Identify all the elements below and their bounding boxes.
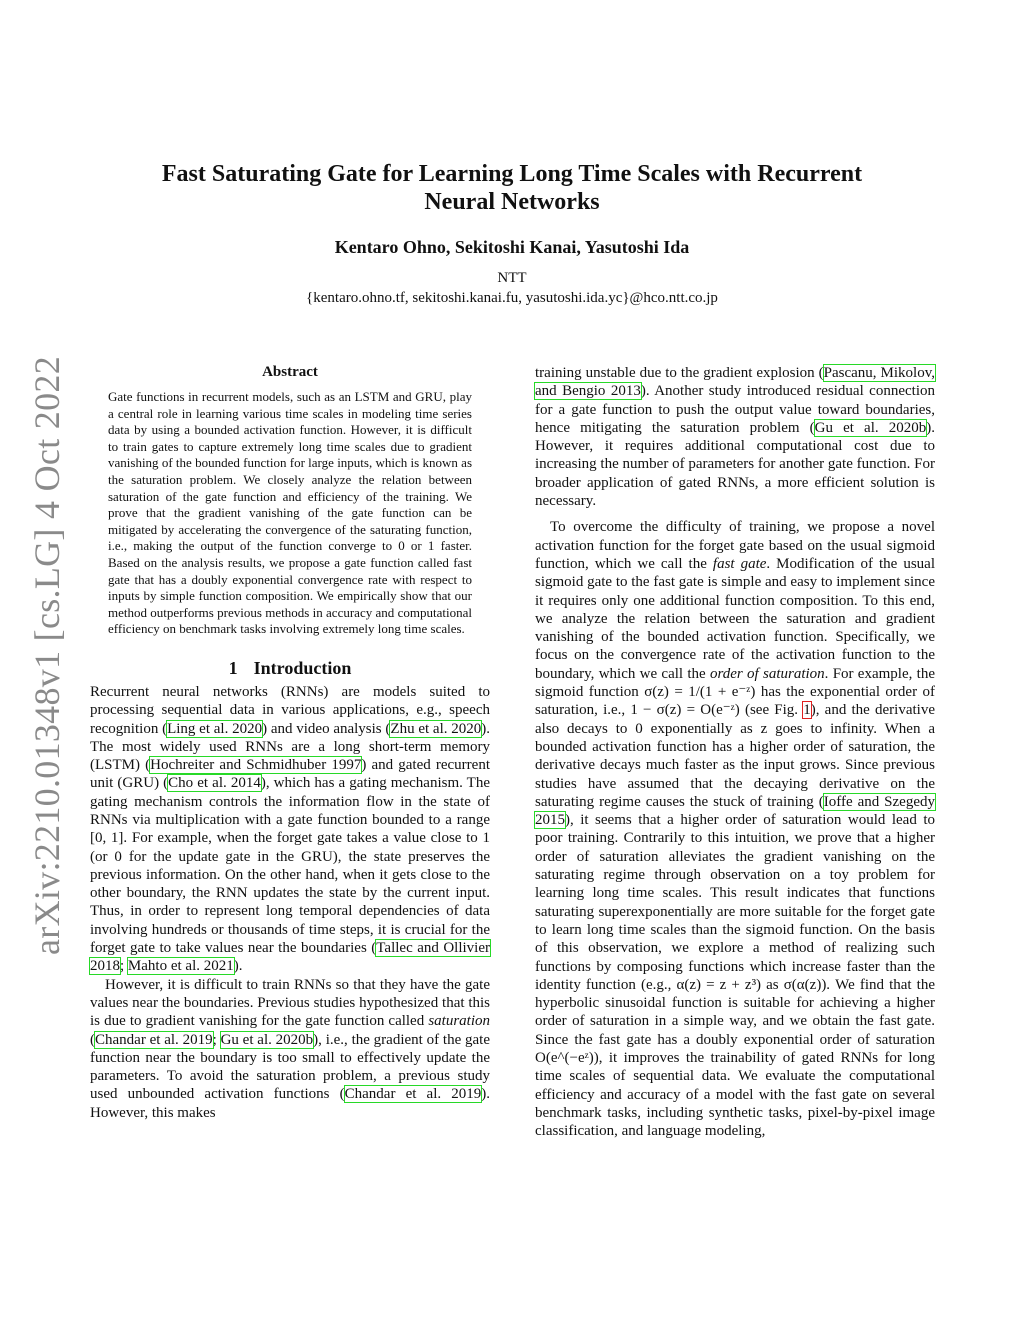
email-list: {kentaro.ohno.tf, sekitoshi.kanai.fu, yasutoshi.ida.yc}@hco.ntt.co.jp (306, 290, 718, 306)
section-number: 1 (228, 657, 238, 678)
section-heading-introduction (90, 658, 490, 679)
citation-link[interactable]: Mahto et al. 2021 (127, 958, 234, 975)
intro-paragraph-1: Recurrent neural networks (RNNs) are models suited to processing sequential data in various applications, e.g., speech recognition (Ling et al. 2020) and video analysis (Zhu et al. 2020). The most widely used RNNs are a long short-term memory (LSTM) (Hochreiter and Schmidhuber 1997) and gated recurrent unit (GRU) (Cho et al. 2014), which has a gating mechanism. The gating mechanism controls the information flow in the state of RNNs via multiplication with a gate function bounded to a range [0, 1]. For example, when the forget gate takes a value close to 1 (or 0 for the update gate in the GRU), the state preserves the previous information. On the other hand, when it gets close to the other boundary, the RNN updates the state by the current input. Thus, in order to represent long temporal dependencies of data involving hundreds or thousands of time steps, it is crucial for the forget gate to take values near the boundaries (Tallec and Ollivier 2018; Mahto et al. 2021). (90, 683, 491, 975)
citation-link[interactable]: Hochreiter and Schmidhuber 1997 (150, 757, 362, 774)
abstract-text: Gate functions in recurrent models, such as an LSTM and GRU, play a central role in learning various time scales in modeling time series data by using a bounded activation function. However, it is difficult to train gates to capture extremely long time scales due to gradient vanishing of the bounded function for large inputs, which is known as the saturation problem. We closely analyze the relation between saturation of the gate function and efficiency of the training. We prove that the gradient vanishing of the gate function can be mitigated by accelerating the convergence of the saturating function, i.e., making the output of the function converge to 0 or 1 faster. Based on the analysis results, we propose a gate function called fast gate that has a doubly exponential convergence rate with respect to inputs by simple function composition. We empirically show that our method outperforms previous methods in accuracy and computational efficiency on benchmark tasks involving extremely long time scales. (108, 389, 472, 637)
citation-link[interactable]: Gu et al. 2020b (814, 419, 927, 436)
intro-paragraph-2: However, it is difficult to train RNNs so that they have the gate values near the boundaries. Previous studies hypothesized that this is due to gradient vanishing for the gate function called saturation (Chandar et al. 2019; Gu et al. 2020b), i.e., the gradient of the gate function near the boundary is too small to effectively update the parameters. To avoid the saturation problem, a previous study used unbounded activation functions (Chandar et al. 2019). However, this makes (90, 976, 491, 1121)
citation-link[interactable]: Chandar et al. 2019 (95, 1031, 213, 1048)
emphasis-term: order of saturation (709, 665, 825, 682)
right-column (535, 364, 935, 1140)
citation-link[interactable]: Ling et al. 2020 (167, 720, 263, 737)
right-paragraph-2: To overcome the difficulty of training, we propose a novel activation function for the forget gate based on the usual sigmoid function, which we call the fast gate. Modification of the usual sigmoid gate to the fast gate is simple and easy to implement since it requires only one additional function composition. To this end, we analyze the relation between the saturation and gradient vanishing of the bounded activation function. Specifically, we focus on the convergence rate of the activation function to the boundary, which we call the order of saturation. For example, the sigmoid function σ(z) = 1/(1 + e⁻ᶻ) has the exponential order of saturation, i.e., 1 − σ(z) = O(e⁻ᶻ) (see Fig. 1), and the derivative also decays to 0 exponentially as z goes to infinity. When a bounded activation function has a higher order of saturation, the derivative decays much faster as the input grows. Since previous studies have assumed that the decaying derivative on the saturating regime causes the stuck of training (Ioffe and Szegedy 2015), it seems that a higher order of saturation would lead to poor training. Contrarily to this intuition, we prove that a higher order of saturation alleviates the gradient vanishing on the saturating regime through observation on a toy problem for learning long time scales. This result indicates that functions saturating superexponentially are more suitable for the forget gate to learn long time scales than the sigmoid function. On the basis of this observation, we explore a method of realizing such functions by composing functions which increase faster than the identity function (e.g., α(z) = z + z³) as σ(α(z)). We find that the hyperbolic sinusoidal function is suitable for achieving a higher order of saturation in a simple way, and we obtain the fast gate. Since the fast gate has a doubly exponential order of saturation O(e^(−eᶻ)), it improves the trainability of gated RNNs for long time scales of sequential data. We evaluate the computational efficiency and accuracy of a model with the fast gate on several benchmark tasks, including synthetic tasks, pixel-by-pixel image classification, and language modeling, (535, 519, 935, 1140)
citation-link[interactable]: Zhu et al. 2020 (390, 720, 482, 737)
affiliation: NTT (497, 270, 527, 286)
section-title: Introduction (253, 657, 352, 678)
citation-link[interactable]: Pascanu, Mikolov, and Bengio 2013 (535, 365, 935, 400)
right-paragraph-1: training unstable due to the gradient explosion (Pascanu, Mikolov, and Bengio 2013). Another study introduced residual connection for a gate function to push the output value toward boundaries, hence mitigating the saturation problem (Gu et al. 2020b). However, it requires additional computational cost due to increasing the number of parameters for another gate function. For broader application of gated RNNs, a more efficient solution is necessary. (535, 365, 935, 510)
arxiv-identifier: arXiv:2210.01348v1 [cs.LG] 4 Oct 2022 (27, 356, 67, 955)
citation-link[interactable]: Cho et al. 2014 (168, 775, 261, 792)
emphasis-term: fast gate (712, 555, 767, 572)
paper-title: Fast Saturating Gate for Learning Long Time Scales with Recurrent Neural Networks (161, 161, 863, 215)
citation-link[interactable]: Gu et al. 2020b (220, 1031, 314, 1048)
author-list: Kentaro Ohno, Sekitoshi Kanai, Yasutoshi Ida (334, 237, 690, 257)
emphasis-term: saturation (428, 1013, 490, 1030)
citation-link[interactable]: Tallec and Ollivier 2018 (90, 940, 490, 975)
affiliation-block (150, 268, 874, 308)
citation-link[interactable]: Chandar et al. 2019 (344, 1086, 482, 1103)
citation-link[interactable]: Ioffe and Szegedy 2015 (535, 793, 935, 829)
left-column (90, 364, 490, 1122)
abstract-heading: Abstract (262, 364, 318, 380)
figure-reference-link[interactable]: 1 (803, 702, 811, 719)
